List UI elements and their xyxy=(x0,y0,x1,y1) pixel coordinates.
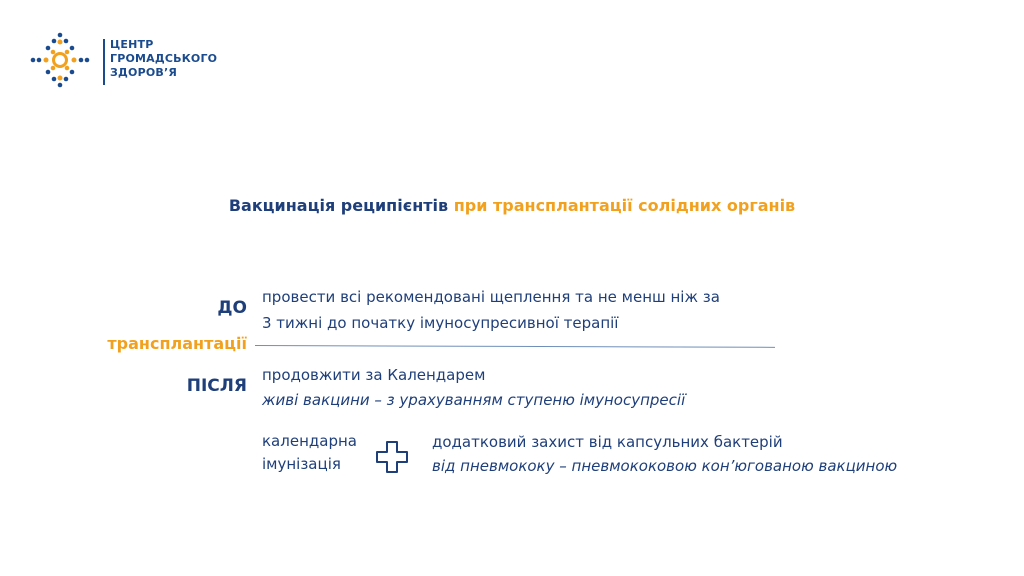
logo-line-2: ГРОМАДСЬКОГО xyxy=(110,52,218,65)
logo-line-3: ЗДОРОВ’Я xyxy=(110,66,178,79)
logo-mark-icon xyxy=(30,32,96,92)
logo xyxy=(30,32,218,92)
calendar-line-1: календарна xyxy=(262,432,357,450)
logo-line-1: ЦЕНТР xyxy=(110,38,154,51)
title-part-2: при трансплантації солідних органів xyxy=(453,196,796,215)
after-text-line-2: живі вакцини – з урахуванням ступеню імуносупресії xyxy=(262,391,686,409)
after-text-line-1: продовжити за Календарем xyxy=(262,366,486,384)
additional-line-1: додатковий захист від капсульних бактерій xyxy=(432,433,783,451)
plus-icon xyxy=(376,441,408,473)
calendar-line-2: імунізація xyxy=(262,455,341,473)
slide-title xyxy=(0,196,1024,215)
label-before: ДО xyxy=(217,298,247,318)
logo-text xyxy=(110,38,217,80)
before-text-line-2: 3 тижні до початку імуносупресивної терапії xyxy=(262,314,619,332)
title-part-1: Вакцинація реципієнтів xyxy=(228,196,449,215)
label-transplant: трансплантації xyxy=(107,334,247,353)
label-after: ПІСЛЯ xyxy=(186,376,247,396)
timeline-divider xyxy=(255,345,775,348)
additional-line-2: від пневмококу – пневмококовою кон’югованою вакциною xyxy=(432,457,898,475)
before-text-line-1: провести всі рекомендовані щеплення та не менш ніж за xyxy=(262,288,720,306)
logo-divider xyxy=(103,39,105,85)
